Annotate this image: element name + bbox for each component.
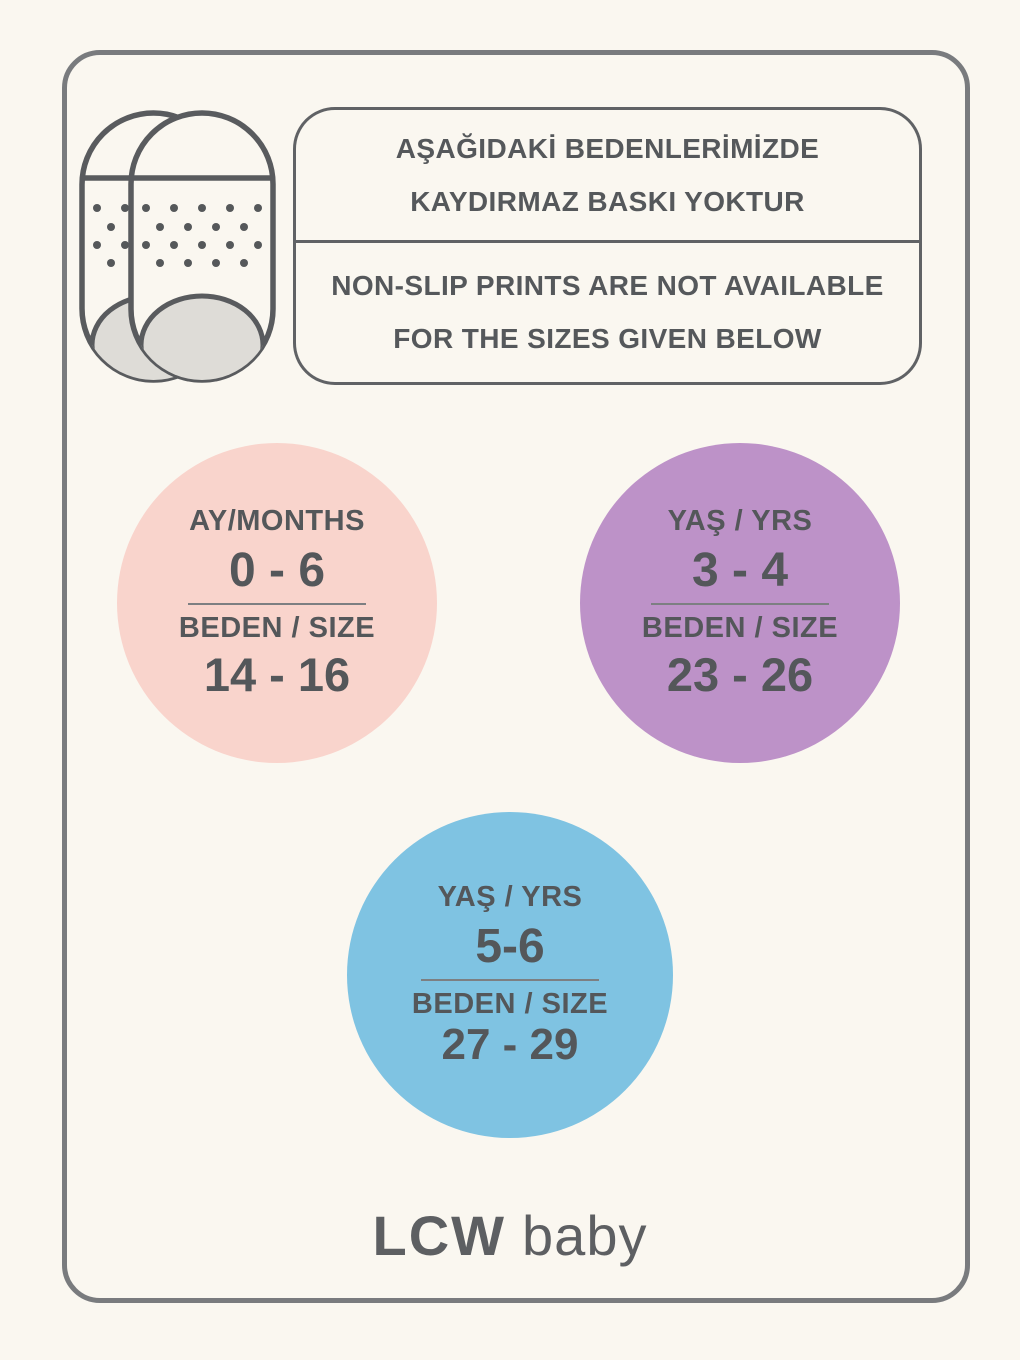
notice-english xyxy=(296,243,919,382)
circle-divider xyxy=(421,979,599,981)
size-label: BEDEN / SIZE xyxy=(178,612,376,645)
brand-logo-baby: baby xyxy=(522,1204,648,1267)
age-value: 0 - 6 xyxy=(228,544,326,598)
size-value: 14 - 16 xyxy=(203,648,351,702)
size-circle-months-0-6 xyxy=(117,443,437,763)
brand-logo-lcw: LCW xyxy=(372,1204,507,1267)
circle-divider xyxy=(651,603,829,605)
size-circle-years-3-4 xyxy=(580,443,900,763)
size-label: BEDEN / SIZE xyxy=(641,612,839,645)
notice-line-tr-1: AŞAĞIDAKİ BEDENLERİMİZDE xyxy=(395,132,820,164)
age-label: YAŞ / YRS xyxy=(437,880,583,913)
age-label: YAŞ / YRS xyxy=(667,505,813,538)
sock-front xyxy=(131,113,273,385)
age-label: AY/MONTHS xyxy=(189,505,365,538)
brand-logo xyxy=(0,1203,1020,1268)
notice-turkish xyxy=(296,110,919,243)
size-label: BEDEN / SIZE xyxy=(411,987,609,1020)
age-value: 3 - 4 xyxy=(691,544,789,598)
circle-divider xyxy=(188,603,366,605)
size-circle-years-5-6 xyxy=(347,812,673,1138)
notice-line-tr-2: KAYDIRMAZ BASKI YOKTUR xyxy=(410,185,805,217)
notice-line-en-2: FOR THE SIZES GIVEN BELOW xyxy=(393,323,822,354)
size-value: 23 - 26 xyxy=(666,648,814,702)
notice-line-en-1: NON-SLIP PRINTS ARE NOT AVAILABLE xyxy=(331,270,884,301)
size-value: 27 - 29 xyxy=(441,1019,579,1069)
age-value: 5-6 xyxy=(475,919,545,973)
baby-socks-icon xyxy=(75,105,280,385)
non-slip-notice-box xyxy=(293,107,922,385)
